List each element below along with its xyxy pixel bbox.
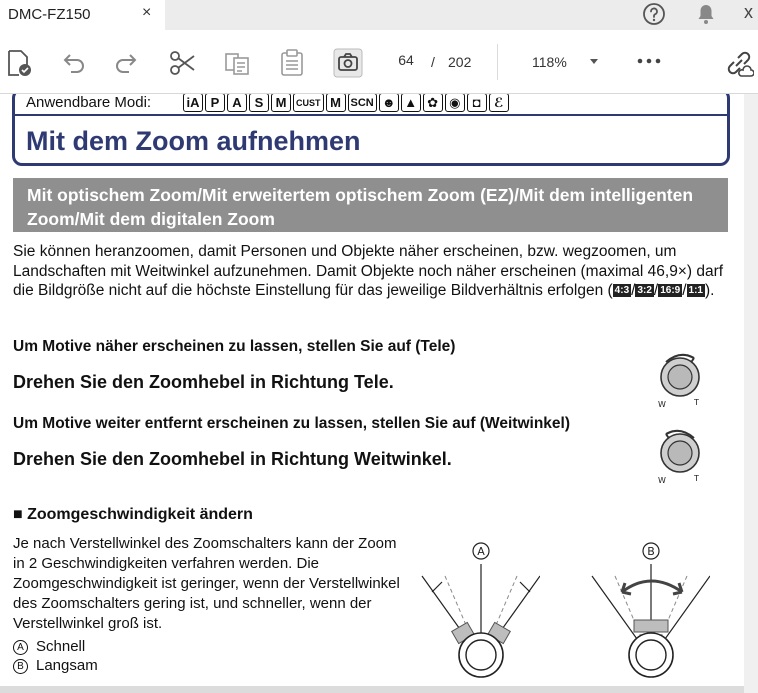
- title-divider: [15, 114, 727, 116]
- mode-movie-icon: M: [326, 94, 346, 112]
- dial-t-label: T: [694, 474, 699, 483]
- page-number-input[interactable]: 64: [398, 52, 414, 68]
- mode-m-icon: M: [271, 94, 291, 112]
- legend-b-marker: B: [13, 659, 28, 674]
- help-icon[interactable]: [642, 2, 666, 26]
- section-title: Mit optischem Zoom/Mit erweitertem optischem Zoom (EZ)/Mit dem intelligenten Zoom/Mit dem digitalen Zoom: [27, 185, 694, 229]
- ratio-badge-1-1: 1:1: [688, 285, 703, 297]
- page-total: 202: [448, 54, 472, 70]
- chevron-down-icon[interactable]: [590, 59, 598, 64]
- mode-scn-icon: SCN: [348, 94, 377, 112]
- snapshot-icon[interactable]: [333, 48, 363, 78]
- ratio-badge-4-3: 4:3: [614, 285, 630, 297]
- mode-night-icon: ◘: [467, 94, 487, 112]
- page-separator: /: [431, 54, 435, 70]
- legend-slow-label: Langsam: [36, 657, 98, 674]
- legend-fast-label: Schnell: [36, 638, 86, 655]
- legend-slow: [13, 657, 98, 674]
- mode-closeup-icon: ◉: [445, 94, 465, 112]
- toolbar-divider: [497, 44, 498, 80]
- legend-a-marker: A: [13, 640, 28, 655]
- section-header: [13, 178, 728, 232]
- mode-creative-icon: ℰ: [489, 94, 509, 112]
- toolbar: [0, 30, 758, 94]
- legend-fast: [13, 638, 85, 655]
- more-icon[interactable]: [636, 56, 662, 66]
- intro-text: Sie können heranzoomen, damit Personen und Objekte näher erscheinen, bzw. wegzoomen, um Landschaften mit Weitwinkel aufzunehmen. Damit Objekte noch näher erscheinen (maximal 46,9×) darf die Bildgröße nicht auf die höchste Einstellung für das jeweilige Bildverhältnis erfolgen (: [13, 243, 724, 299]
- mode-icons: [183, 94, 509, 113]
- tele-subheading: Um Motive näher erscheinen zu lassen, stellen Sie auf (Tele): [13, 338, 456, 355]
- modes-label: Anwendbare Modi:: [26, 94, 152, 111]
- mode-portrait-icon: ☻: [379, 94, 399, 112]
- redo-icon[interactable]: [112, 48, 142, 78]
- bell-icon[interactable]: [694, 2, 718, 26]
- diagram-fast: [420, 534, 540, 684]
- undo-icon[interactable]: [58, 48, 88, 78]
- cut-icon[interactable]: [167, 48, 197, 78]
- tab-close-icon[interactable]: ×: [142, 4, 152, 21]
- document-tab[interactable]: [0, 0, 165, 30]
- speed-paragraph: Je nach Verstellwinkel des Zoomschalters kann der Zoom in 2 Geschwindigkeiten verfahren werden. Die Zoomgeschwindigkeit ist geringer, wenn der Verstellwinkel des Zoomschalters gering ist, und schneller, wenn der Verstellwinkel groß ist.: [13, 535, 400, 632]
- window-close-icon[interactable]: x: [744, 2, 753, 22]
- mode-p-icon: P: [205, 94, 225, 112]
- intro-paragraph: Sie können heranzoomen, damit Personen und Objekte näher erscheinen, bzw. wegzoomen, um Landschaften mit Weitwinkel aufzunehmen. Damit Objekte noch näher erscheinen (maximal 46,9×) darf die Bildgröße nicht auf die höchste Einstellung für das jeweilige Bildverhältnis erfolgen ( 4:3 / 3:2 / 16:9 / 1:1 ).: [13, 243, 724, 299]
- mode-s-icon: S: [249, 94, 269, 112]
- page-gap: [0, 686, 744, 693]
- diagram-a-label: A: [477, 545, 485, 558]
- wide-instruction: Drehen Sie den Zoomhebel in Richtung Weitwinkel.: [13, 449, 452, 469]
- tab-title: DMC-FZ150: [8, 6, 91, 23]
- link-cloud-icon[interactable]: [724, 48, 754, 78]
- dial-w-label: W: [658, 476, 666, 485]
- speed-heading: ■ Zoomgeschwindigkeit ändern: [13, 506, 253, 523]
- mode-ia-icon: iA: [183, 94, 203, 112]
- dial-w-label: W: [658, 400, 666, 409]
- ratio-badge-16-9: 16:9: [660, 285, 681, 297]
- zoom-select[interactable]: 118%: [532, 54, 567, 70]
- wide-subheading: Um Motive weiter entfernt erscheinen zu lassen, stellen Sie auf (Weitwinkel): [13, 415, 571, 432]
- mode-landscape-icon: ▲: [401, 94, 421, 112]
- tab-bar: [0, 0, 758, 30]
- mode-sports-icon: ✿: [423, 94, 443, 112]
- zoom-lever-wide-icon: [654, 420, 706, 490]
- zoom-lever-tele-icon: [654, 344, 706, 414]
- mode-cust-icon: CUST: [293, 94, 324, 112]
- document-page: [0, 94, 744, 686]
- intro-text-end: ).: [704, 282, 715, 299]
- diagram-slow: [590, 534, 710, 684]
- paste-icon[interactable]: [277, 48, 307, 78]
- mode-a-icon: A: [227, 94, 247, 112]
- diagram-b-label: B: [647, 545, 655, 558]
- copy-icon[interactable]: [222, 48, 252, 78]
- page-title: Mit dem Zoom aufnehmen: [26, 126, 361, 156]
- ratio-badge-3-2: 3:2: [637, 285, 652, 297]
- vertical-scrollbar[interactable]: [744, 94, 758, 693]
- spell-check-icon[interactable]: [4, 48, 34, 78]
- tele-instruction: Drehen Sie den Zoomhebel in Richtung Tele.: [13, 372, 394, 392]
- dial-t-label: T: [694, 398, 699, 407]
